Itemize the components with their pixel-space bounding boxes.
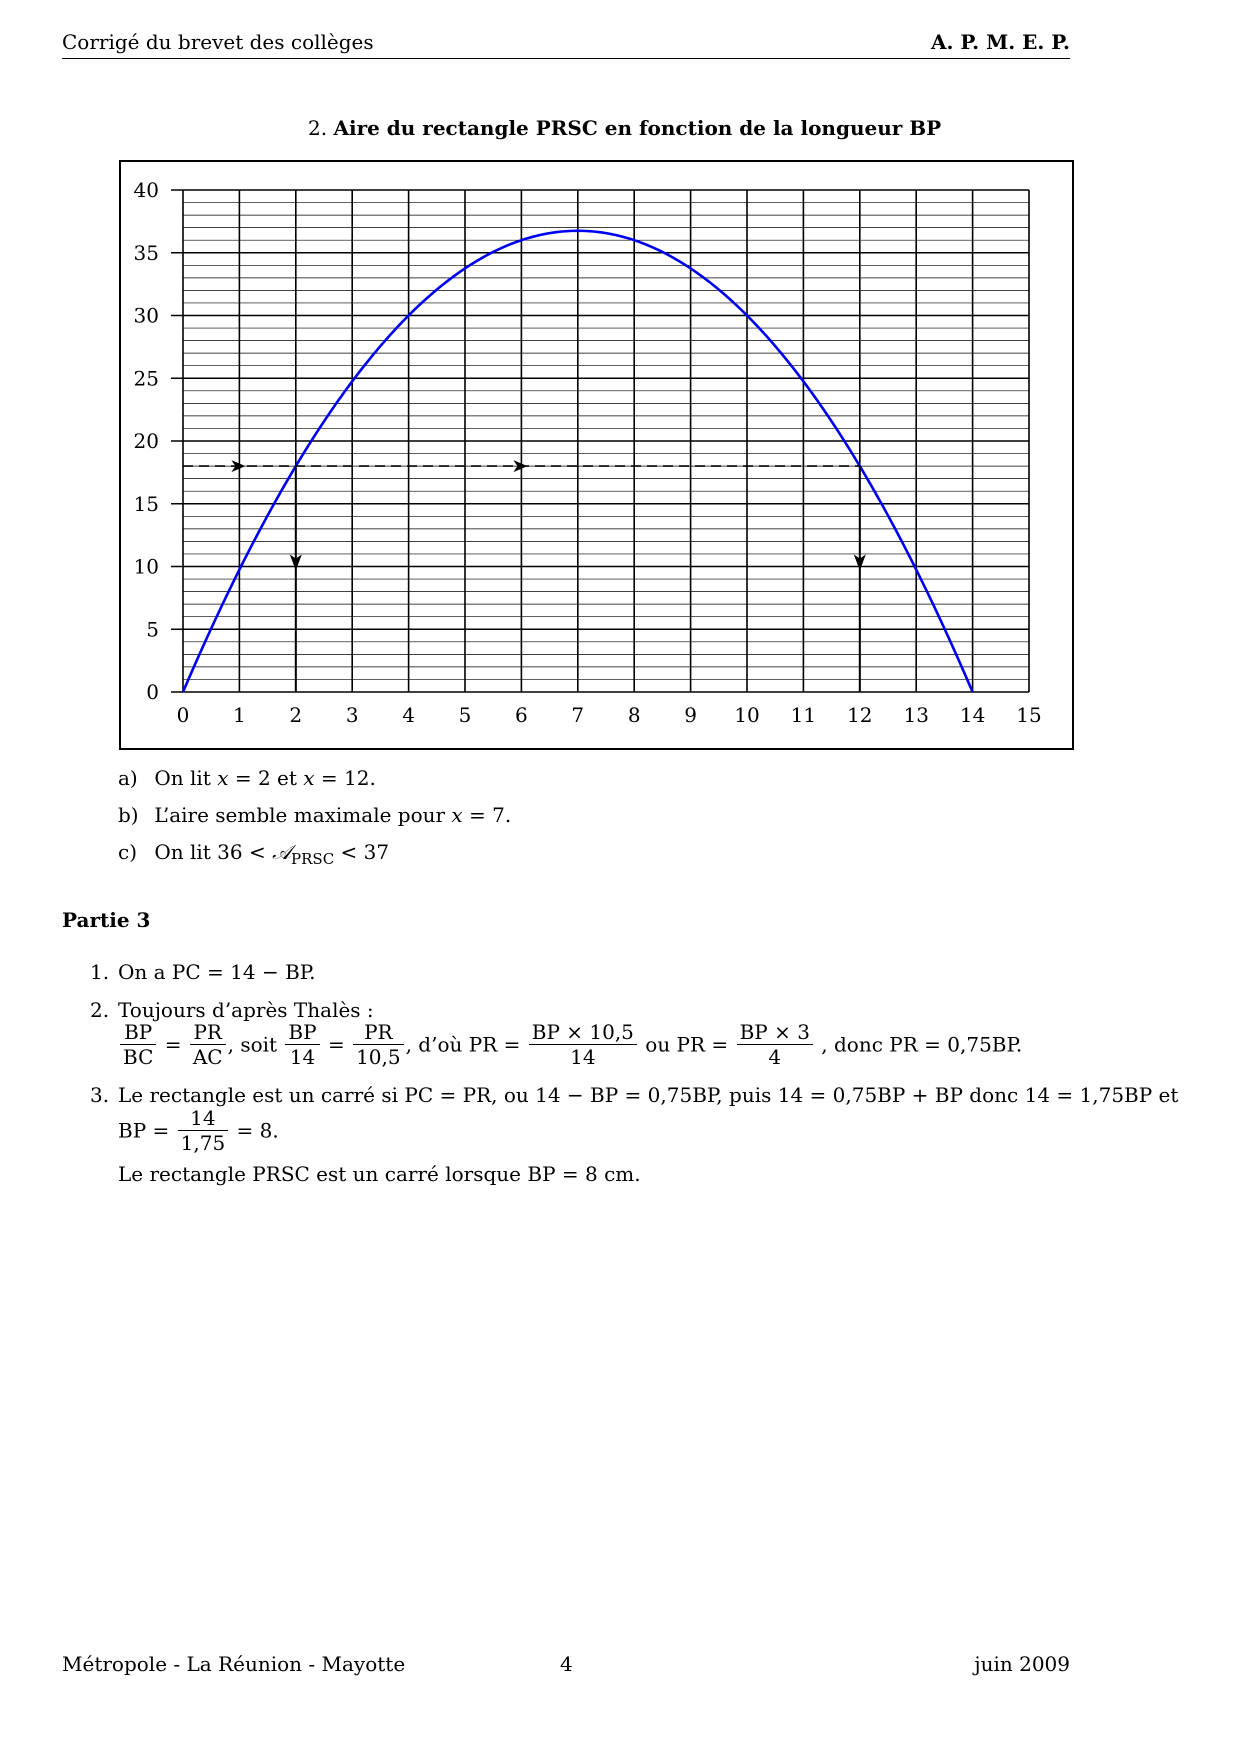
area-subscript: PRSC: [291, 850, 335, 868]
bp-eq: BP =: [118, 1118, 170, 1143]
partie3-item2: [90, 998, 374, 1022]
frac5-den: 14: [570, 1045, 596, 1069]
area-symbol: 𝒜: [272, 840, 292, 864]
answer-a-var2: x: [303, 766, 315, 790]
frac3-num: BP: [285, 1020, 319, 1045]
y-tick-label: 20: [133, 429, 159, 453]
header-rule: [62, 58, 1070, 59]
ou-text: ou PR =: [645, 1032, 729, 1057]
answer-c-post: < 37: [334, 840, 390, 864]
partie3-title: Partie 3: [62, 908, 151, 932]
x-tick-label: 12: [847, 703, 873, 727]
x-tick-label: 5: [458, 703, 472, 727]
answer-c-label: c): [118, 840, 138, 864]
x-tick-label: 0: [176, 703, 190, 727]
dou-text: , d’où PR =: [405, 1032, 521, 1057]
frac3-den: 14: [289, 1045, 316, 1069]
bp-res: = 8.: [236, 1118, 279, 1143]
y-tick-label: 10: [133, 554, 159, 579]
x-tick-label: 4: [402, 703, 415, 727]
answer-b-eq: = 7.: [462, 803, 512, 827]
frac-14-175: [178, 1106, 229, 1155]
x-tick-label: 15: [1016, 703, 1042, 727]
frac2-den: AC: [192, 1045, 223, 1069]
frac-bp-14: [285, 1020, 319, 1069]
item3-line1: Le rectangle est un carré si PC = PR, ou 14 − BP = 0,75BP, puis 14 = 0,75BP + BP donc 14 = 1,75BP et: [118, 1083, 1179, 1107]
y-tick-label: 35: [133, 240, 159, 265]
frac7-den: 1,75: [180, 1131, 226, 1155]
x-tick-label: 3: [345, 703, 359, 727]
answer-b-var: x: [451, 803, 463, 827]
x-tick-label: 13: [903, 703, 929, 727]
header-right: A. P. M. E. P.: [930, 30, 1070, 54]
frac-bp105-14: [529, 1020, 637, 1069]
frac-pr-ac: [190, 1020, 226, 1069]
x-tick-label: 2: [289, 703, 303, 727]
frac7-num: 14: [178, 1106, 229, 1131]
answer-a-eq2: = 12.: [314, 766, 376, 790]
item1-num: 1.: [90, 960, 110, 984]
x-tick-label: 10: [734, 703, 760, 727]
partie3-item3: [90, 1083, 1178, 1107]
answer-a: [118, 766, 376, 790]
question-number: 2.: [308, 116, 328, 140]
item3-conclusion: Le rectangle PRSC est un carré lorsque BP = 8 cm.: [118, 1162, 641, 1186]
page-number: 4: [560, 1652, 573, 1676]
x-tick-label: 8: [627, 703, 641, 727]
x-tick-label: 14: [959, 703, 986, 727]
eq-sign-2: =: [327, 1032, 345, 1057]
x-tick-label: 11: [790, 703, 817, 727]
y-tick-label: 5: [146, 617, 159, 642]
answer-b-text: L’aire semble maximale pour: [154, 803, 452, 827]
frac-bp3-4: [737, 1020, 813, 1069]
y-tick-label: 25: [133, 366, 159, 391]
chart-frame: [120, 161, 1073, 749]
x-tick-label: 9: [684, 703, 697, 727]
frac-bp-bc: [120, 1020, 156, 1069]
frac-pr-105: [353, 1020, 404, 1069]
bp-result: [118, 1106, 279, 1155]
donc-text: , donc PR = 0,75BP.: [821, 1032, 1023, 1057]
item2-num: 2.: [90, 998, 110, 1022]
answer-c-text: On lit 36 <: [154, 840, 273, 864]
answer-c: [118, 840, 389, 868]
y-tick-label: 40: [133, 178, 159, 202]
soit-text: , soit: [227, 1032, 278, 1057]
area-chart: [119, 160, 1074, 750]
y-tick-label: 0: [146, 680, 159, 704]
frac2-num: PR: [190, 1020, 226, 1045]
question-title-text: Aire du rectangle PRSC en fonction de la longueur BP: [333, 116, 942, 140]
frac1-num: BP: [120, 1020, 156, 1045]
thales-formula: [118, 1020, 1022, 1069]
header-left: Corrigé du brevet des collèges: [62, 30, 374, 54]
question-title: [308, 116, 941, 140]
footer-right: juin 2009: [974, 1652, 1070, 1676]
answer-a-label: a): [118, 766, 138, 790]
frac1-den: BC: [123, 1045, 154, 1069]
eq-sign-1: =: [164, 1032, 182, 1057]
partie3-item1: [90, 960, 316, 984]
x-tick-label: 7: [571, 703, 585, 727]
answer-a-eq1: = 2 et: [228, 766, 304, 790]
x-tick-label: 1: [233, 703, 246, 727]
frac5-num: BP × 10,5: [529, 1020, 637, 1045]
x-tick-label: 6: [515, 703, 528, 727]
item2-text: Toujours d’après Thalès :: [118, 998, 374, 1022]
footer-left: Métropole - La Réunion - Mayotte: [62, 1652, 406, 1676]
y-tick-label: 15: [133, 491, 159, 516]
answer-b: [118, 803, 511, 827]
answer-a-text: On lit: [154, 766, 218, 790]
frac6-den: 4: [768, 1045, 782, 1069]
y-tick-label: 30: [133, 303, 159, 328]
answer-a-var1: x: [217, 766, 229, 790]
item3-num: 3.: [90, 1083, 110, 1107]
answer-b-label: b): [118, 803, 139, 827]
item1-text: On a PC = 14 − BP.: [118, 960, 316, 984]
frac4-den: 10,5: [356, 1045, 401, 1069]
frac4-num: PR: [353, 1020, 404, 1045]
frac6-num: BP × 3: [737, 1020, 813, 1045]
